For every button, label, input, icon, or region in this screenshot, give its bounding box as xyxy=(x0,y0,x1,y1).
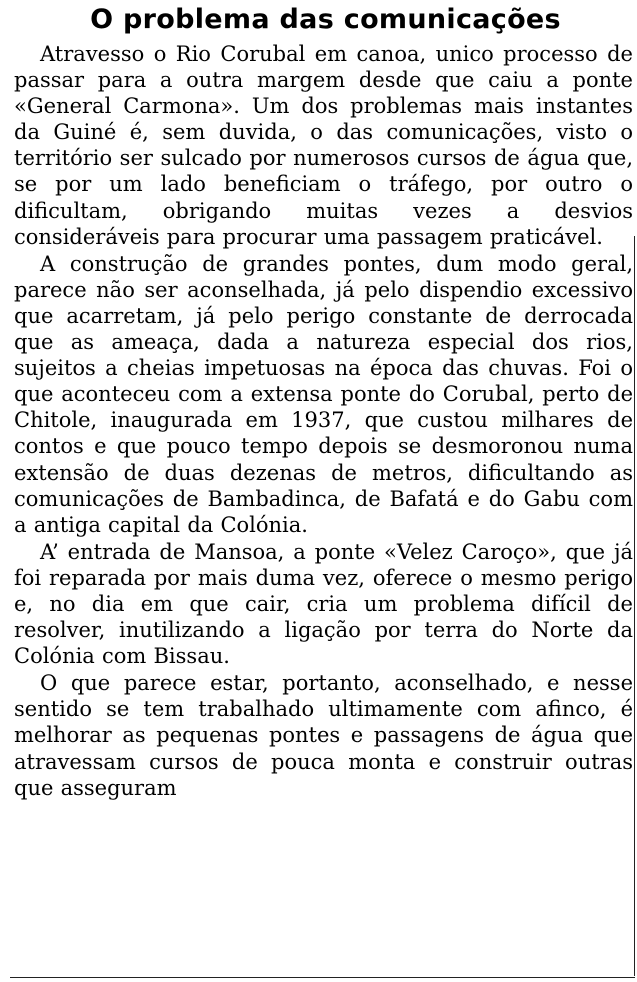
paragraph-text: A’ entrada de Mansoa, a ponte «Velez Caroço», que já foi reparada por mais duma vez, oferece o mesmo perigo e, no dia em que cair, cria um problema difícil de resolver, inutilizando a ligação por terra do Norte da Colónia com Bissau. xyxy=(14,539,633,669)
paragraph-text: O que parece estar, portanto, aconselhado, e nesse sentido se tem trabalhado ultimamente com afinco, é melhorar as pequenas pontes e passagens de água que atravessam cursos de pouca monta e construir outras que asseguram xyxy=(14,671,633,800)
bottom-rule xyxy=(10,977,635,978)
paragraph-text: Atravesso o Rio Corubal em canoa, unico processo de passar para a outra margem desde que caiu a ponte «General Carmona». Um dos problemas mais instantes da Guiné é, sem duvida, o das comunicações, visto o território ser sulcado por numerosos cursos de água que, se por um lado beneficiam o tráfego, por outro o dificultam, obrigando muitas vezes a desvios consideráveis para procurar uma passagem praticável. xyxy=(14,42,633,249)
article-paragraph-4 xyxy=(14,670,633,800)
column-rule xyxy=(634,236,635,976)
paragraph-text: A construção de grandes pontes, dum modo geral, parece não ser aconselhada, já pelo dispendio excessivo que acarretam, já pelo perigo constante de derrocada que as ameaça, dada a natureza especial dos rios, sujeitos a cheias impetuosas na época das chuvas. Foi o que aconteceu com a extensa ponte do Corubal, perto de Chitole, inaugurada em 1937, que custou milhares de contos e que pouco tempo depois se desmoronou numa extensão de duas dezenas de metros, dificultando as comunicações de Bambadinca, de Bafatá e do Gabu com a antiga capital da Colónia. xyxy=(14,251,633,537)
article-paragraph-3 xyxy=(14,539,633,669)
article-paragraph-2 xyxy=(14,251,633,538)
article-paragraph-1 xyxy=(14,41,633,250)
article-title: O problema das comunicações xyxy=(90,4,561,35)
